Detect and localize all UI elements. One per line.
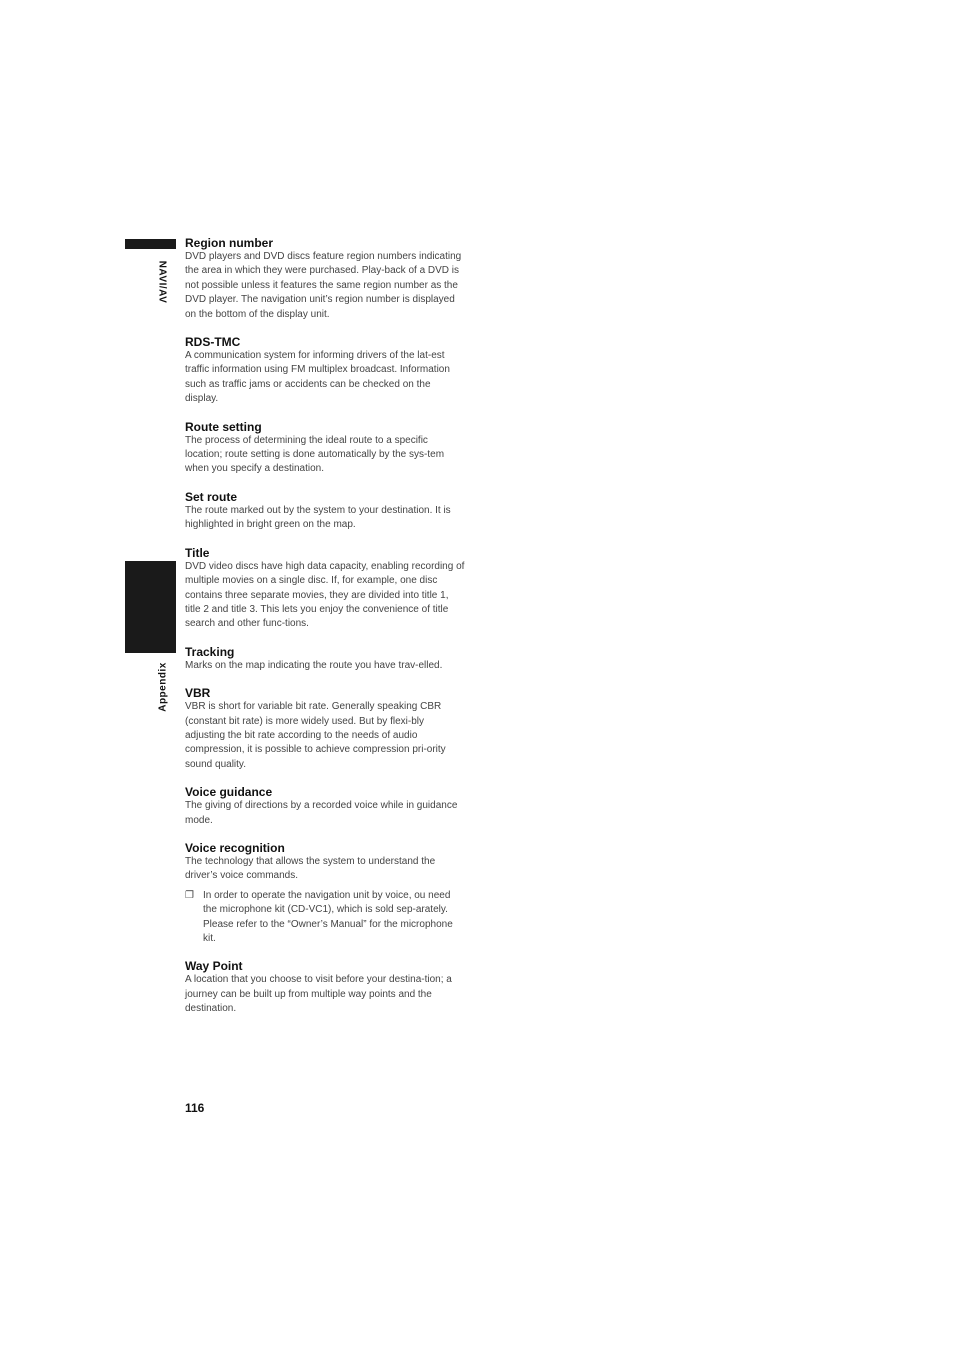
glossary-content <box>185 236 465 1030</box>
glossary-definition: DVD players and DVD discs feature region numbers indicating the area in which they were purchased. Play-back of a DVD is not possible unless it features the same region number as the DVD player. The navigation unit’s region number is displayed on the bottom of the display unit. <box>185 251 462 320</box>
glossary-definition: DVD video discs have high data capacity, enabling recording of multiple movies on a single disc. If, for example, one disc contains three separate movies, they are divided into title 1, title 2 and title 3. This lets you enjoy the convenience of title search and other func-tions. <box>185 560 465 630</box>
glossary-definition: The technology that allows the system to understand the driver’s voice commands. <box>185 855 436 882</box>
note-text: In order to operate the navigation unit by voice, ou need the microphone kit (CD-VC1), which is sold sep-arately. Please refer to the “Owner’s Manual” for the microphone kit. <box>203 889 453 944</box>
appendix-tab-label: Appendix <box>157 662 169 712</box>
section-tab-marker <box>125 239 176 249</box>
glossary-term: Route setting <box>185 419 262 434</box>
glossary-entry-title <box>185 546 465 632</box>
glossary-term: Voice recognition <box>185 840 285 855</box>
glossary-entry-set-route <box>185 490 465 533</box>
page-number: 116 <box>185 1101 205 1115</box>
glossary-term: VBR <box>185 686 211 701</box>
glossary-definition: VBR is short for variable bit rate. Generally speaking CBR (constant bit rate) is more widely used. But by flexi-bly adjusting the bit rate according to the needs of audio compression, it is possible to achieve compression pri-ority sound quality. <box>185 701 446 770</box>
glossary-entry-region-number <box>185 236 465 322</box>
glossary-entry-rds-tmc <box>185 335 465 407</box>
glossary-entry-tracking <box>185 645 465 673</box>
glossary-term: Title <box>185 545 210 560</box>
appendix-tab-marker <box>125 561 176 653</box>
note <box>185 889 465 947</box>
glossary-entry-way-point <box>185 959 465 1016</box>
glossary-entry-voice-guidance <box>185 785 465 828</box>
glossary-definition: Marks on the map indicating the route you have trav-elled. <box>185 659 443 671</box>
section-tab-label: NAVI/AV <box>156 260 168 304</box>
glossary-entry-vbr <box>185 686 465 772</box>
glossary-term: Voice guidance <box>185 785 273 800</box>
glossary-definition: A communication system for informing drivers of the lat-est traffic information using FM multiplex broadcast. Information such as traffic jams or accidents can be checked on the display. <box>185 350 450 405</box>
glossary-term: Way Point <box>185 959 243 974</box>
glossary-entry-voice-recognition <box>185 841 465 946</box>
glossary-definition: The process of determining the ideal route to a specific location; route setting is done automatically by the sys-tem when you specify a destination. <box>185 434 445 475</box>
glossary-entry-route-setting <box>185 420 465 477</box>
glossary-term: Tracking <box>185 644 235 659</box>
glossary-definition: The route marked out by the system to your destination. It is highlighted in bright green on the map. <box>185 504 451 531</box>
glossary-term: Set route <box>185 489 238 504</box>
glossary-term: RDS-TMC <box>185 335 241 350</box>
glossary-definition: A location that you choose to visit before your destina-tion; a journey can be built up from multiple way points and the destination. <box>185 974 452 1015</box>
glossary-term: Region number <box>185 236 274 250</box>
glossary-definition: The giving of directions by a recorded voice while in guidance mode. <box>185 800 458 826</box>
checkbox-bullet-icon: ❐ <box>185 889 194 901</box>
